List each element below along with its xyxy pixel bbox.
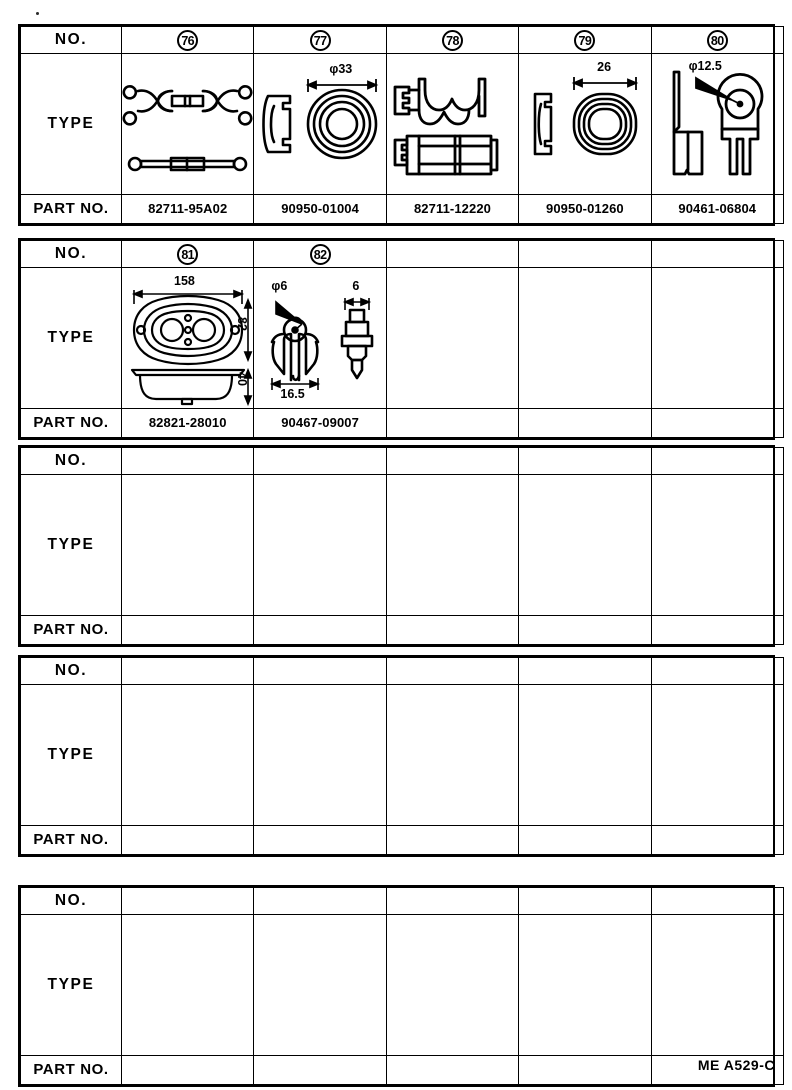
- type-cell[interactable]: [651, 54, 783, 195]
- row-label-type: [21, 915, 122, 1056]
- number-cell[interactable]: [651, 888, 783, 915]
- row-label-no: [21, 658, 122, 685]
- dimension-label: 26: [597, 60, 612, 74]
- part-drawing-ring-terminal: [652, 54, 783, 194]
- part-number-text: 82711-12220: [413, 201, 491, 216]
- table-row: [21, 685, 784, 826]
- part-drawing-oval-cover-plate: [122, 268, 253, 408]
- table-row: [21, 27, 784, 54]
- row-label-part-no: [21, 1056, 122, 1085]
- part-number-cell[interactable]: [254, 409, 386, 438]
- row-label-text: PART NO.: [33, 831, 109, 848]
- type-cell[interactable]: [386, 54, 518, 195]
- number-cell[interactable]: [651, 448, 783, 475]
- item-number-badge: 82: [310, 244, 331, 265]
- number-cell[interactable]: [386, 888, 518, 915]
- item-number-badge: 78: [442, 30, 463, 51]
- row-label-text: PART NO.: [33, 414, 109, 431]
- row-label-part-no: [21, 195, 122, 224]
- part-drawing-connector-housing: [387, 54, 518, 194]
- row-label-text: TYPE: [47, 536, 95, 553]
- number-cell[interactable]: [651, 27, 783, 54]
- item-number-badge: 76: [177, 30, 198, 51]
- part-number-text: 82821-28010: [148, 415, 227, 430]
- number-cell[interactable]: [386, 241, 518, 268]
- dimension-label: 6: [352, 279, 360, 293]
- part-number-cell[interactable]: [386, 409, 518, 438]
- number-cell[interactable]: [254, 448, 386, 475]
- dimension-label: φ6: [271, 279, 288, 293]
- number-cell[interactable]: [651, 241, 783, 268]
- type-cell[interactable]: [651, 915, 783, 1056]
- row-label-text: NO.: [54, 452, 88, 469]
- type-cell[interactable]: [651, 268, 783, 409]
- row-label-part-no: [21, 616, 122, 645]
- type-cell[interactable]: [254, 54, 386, 195]
- type-cell[interactable]: [519, 685, 651, 826]
- type-cell[interactable]: [519, 54, 651, 195]
- row-label-text: PART NO.: [33, 621, 109, 638]
- type-cell[interactable]: [122, 915, 254, 1056]
- part-number-cell[interactable]: [519, 195, 651, 224]
- part-number-cell[interactable]: [254, 1056, 386, 1085]
- type-cell[interactable]: [122, 475, 254, 616]
- number-cell[interactable]: [386, 658, 518, 685]
- parts-table: [18, 24, 775, 226]
- number-cell[interactable]: [122, 658, 254, 685]
- part-number-text: 90950-01260: [546, 201, 624, 216]
- part-drawing-push-pin-clip: [254, 268, 385, 408]
- part-drawing-round-grommet: [254, 54, 385, 194]
- type-cell[interactable]: [122, 268, 254, 409]
- table-row: [21, 826, 784, 855]
- part-number-cell[interactable]: [519, 616, 651, 645]
- number-cell[interactable]: [651, 658, 783, 685]
- page-footer-code: ME A529-C: [697, 1057, 775, 1073]
- number-cell[interactable]: [254, 241, 386, 268]
- item-number-badge: 77: [310, 30, 331, 51]
- table-row: [21, 195, 784, 224]
- item-number-badge: 81: [177, 244, 198, 265]
- item-number-badge: 79: [574, 30, 595, 51]
- number-cell[interactable]: [254, 658, 386, 685]
- type-cell[interactable]: [254, 915, 386, 1056]
- type-cell[interactable]: [519, 475, 651, 616]
- number-cell[interactable]: [122, 27, 254, 54]
- table-row: [21, 888, 784, 915]
- row-label-no: [21, 27, 122, 54]
- type-cell[interactable]: [386, 915, 518, 1056]
- number-cell[interactable]: [386, 27, 518, 54]
- parts-table: [18, 445, 775, 647]
- type-cell[interactable]: [254, 268, 386, 409]
- part-number-cell[interactable]: [386, 1056, 518, 1085]
- part-drawing-oval-grommet: [519, 54, 650, 194]
- part-number-text: 90467-09007: [281, 415, 359, 430]
- part-number-cell[interactable]: [122, 409, 254, 438]
- type-cell[interactable]: [519, 268, 651, 409]
- part-number-cell[interactable]: [519, 409, 651, 438]
- table-row: [21, 448, 784, 475]
- dimension-label: φ12.5: [688, 59, 722, 73]
- table-row: [21, 915, 784, 1056]
- part-number-cell[interactable]: [651, 409, 783, 438]
- number-cell[interactable]: [519, 241, 651, 268]
- part-number-cell[interactable]: [122, 826, 254, 855]
- row-label-type: [21, 268, 122, 409]
- row-label-text: NO.: [54, 892, 88, 909]
- part-number-cell[interactable]: [386, 826, 518, 855]
- type-cell[interactable]: [519, 915, 651, 1056]
- type-cell[interactable]: [386, 268, 518, 409]
- row-label-text: PART NO.: [33, 1061, 109, 1078]
- dimension-label: 16.5: [280, 387, 305, 401]
- row-label-text: TYPE: [47, 976, 95, 993]
- type-cell[interactable]: [386, 685, 518, 826]
- number-cell[interactable]: [519, 888, 651, 915]
- part-number-cell[interactable]: [386, 616, 518, 645]
- row-label-no: [21, 888, 122, 915]
- number-cell[interactable]: [122, 241, 254, 268]
- row-label-no: [21, 241, 122, 268]
- table-row: [21, 241, 784, 268]
- part-number-cell[interactable]: [651, 195, 783, 224]
- number-cell[interactable]: [122, 888, 254, 915]
- row-label-text: TYPE: [47, 329, 95, 346]
- row-label-text: TYPE: [47, 115, 95, 132]
- part-number-cell[interactable]: [254, 195, 386, 224]
- number-cell[interactable]: [122, 448, 254, 475]
- type-cell[interactable]: [122, 54, 254, 195]
- row-label-type: [21, 475, 122, 616]
- table-row: [21, 268, 784, 409]
- part-number-text: 90950-01004: [281, 201, 359, 216]
- row-label-text: PART NO.: [33, 200, 109, 217]
- item-number-badge: 80: [707, 30, 728, 51]
- parts-table: [18, 885, 775, 1087]
- type-cell[interactable]: [254, 685, 386, 826]
- dimension-label: 82: [235, 317, 249, 331]
- scan-artifact: [36, 12, 39, 15]
- dimension-label: φ33: [329, 62, 353, 76]
- row-label-part-no: [21, 826, 122, 855]
- row-label-part-no: [21, 409, 122, 438]
- table-row: [21, 658, 784, 685]
- number-cell[interactable]: [386, 448, 518, 475]
- part-number-cell[interactable]: [651, 826, 783, 855]
- table-row: [21, 1056, 784, 1085]
- part-number-cell[interactable]: [651, 616, 783, 645]
- table-row: [21, 54, 784, 195]
- part-number-cell[interactable]: [519, 1056, 651, 1085]
- part-number-cell[interactable]: [386, 195, 518, 224]
- part-drawing-dual-hook-clip: [122, 54, 253, 194]
- part-number-cell[interactable]: [254, 826, 386, 855]
- row-label-text: NO.: [54, 245, 88, 262]
- row-label-text: NO.: [54, 662, 88, 679]
- parts-table: [18, 655, 775, 857]
- type-cell[interactable]: [122, 685, 254, 826]
- part-number-text: 90461-06804: [678, 201, 757, 216]
- part-number-cell[interactable]: [122, 195, 254, 224]
- part-number-cell[interactable]: [519, 826, 651, 855]
- type-cell[interactable]: [254, 475, 386, 616]
- part-number-text: 82711-95A02: [148, 201, 228, 216]
- type-cell[interactable]: [386, 475, 518, 616]
- number-cell[interactable]: [254, 27, 386, 54]
- type-cell[interactable]: [651, 685, 783, 826]
- part-number-cell[interactable]: [122, 616, 254, 645]
- number-cell[interactable]: [519, 27, 651, 54]
- row-label-text: NO.: [54, 31, 88, 48]
- row-label-no: [21, 448, 122, 475]
- parts-table: [18, 238, 775, 440]
- dimension-label: 40: [235, 372, 249, 386]
- number-cell[interactable]: [519, 658, 651, 685]
- table-row: [21, 475, 784, 616]
- part-number-cell[interactable]: [122, 1056, 254, 1085]
- table-row: [21, 409, 784, 438]
- type-cell[interactable]: [651, 475, 783, 616]
- dimension-label: 158: [174, 274, 195, 288]
- table-row: [21, 616, 784, 645]
- number-cell[interactable]: [254, 888, 386, 915]
- part-number-cell[interactable]: [254, 616, 386, 645]
- number-cell[interactable]: [519, 448, 651, 475]
- row-label-type: [21, 54, 122, 195]
- row-label-type: [21, 685, 122, 826]
- row-label-text: TYPE: [47, 746, 95, 763]
